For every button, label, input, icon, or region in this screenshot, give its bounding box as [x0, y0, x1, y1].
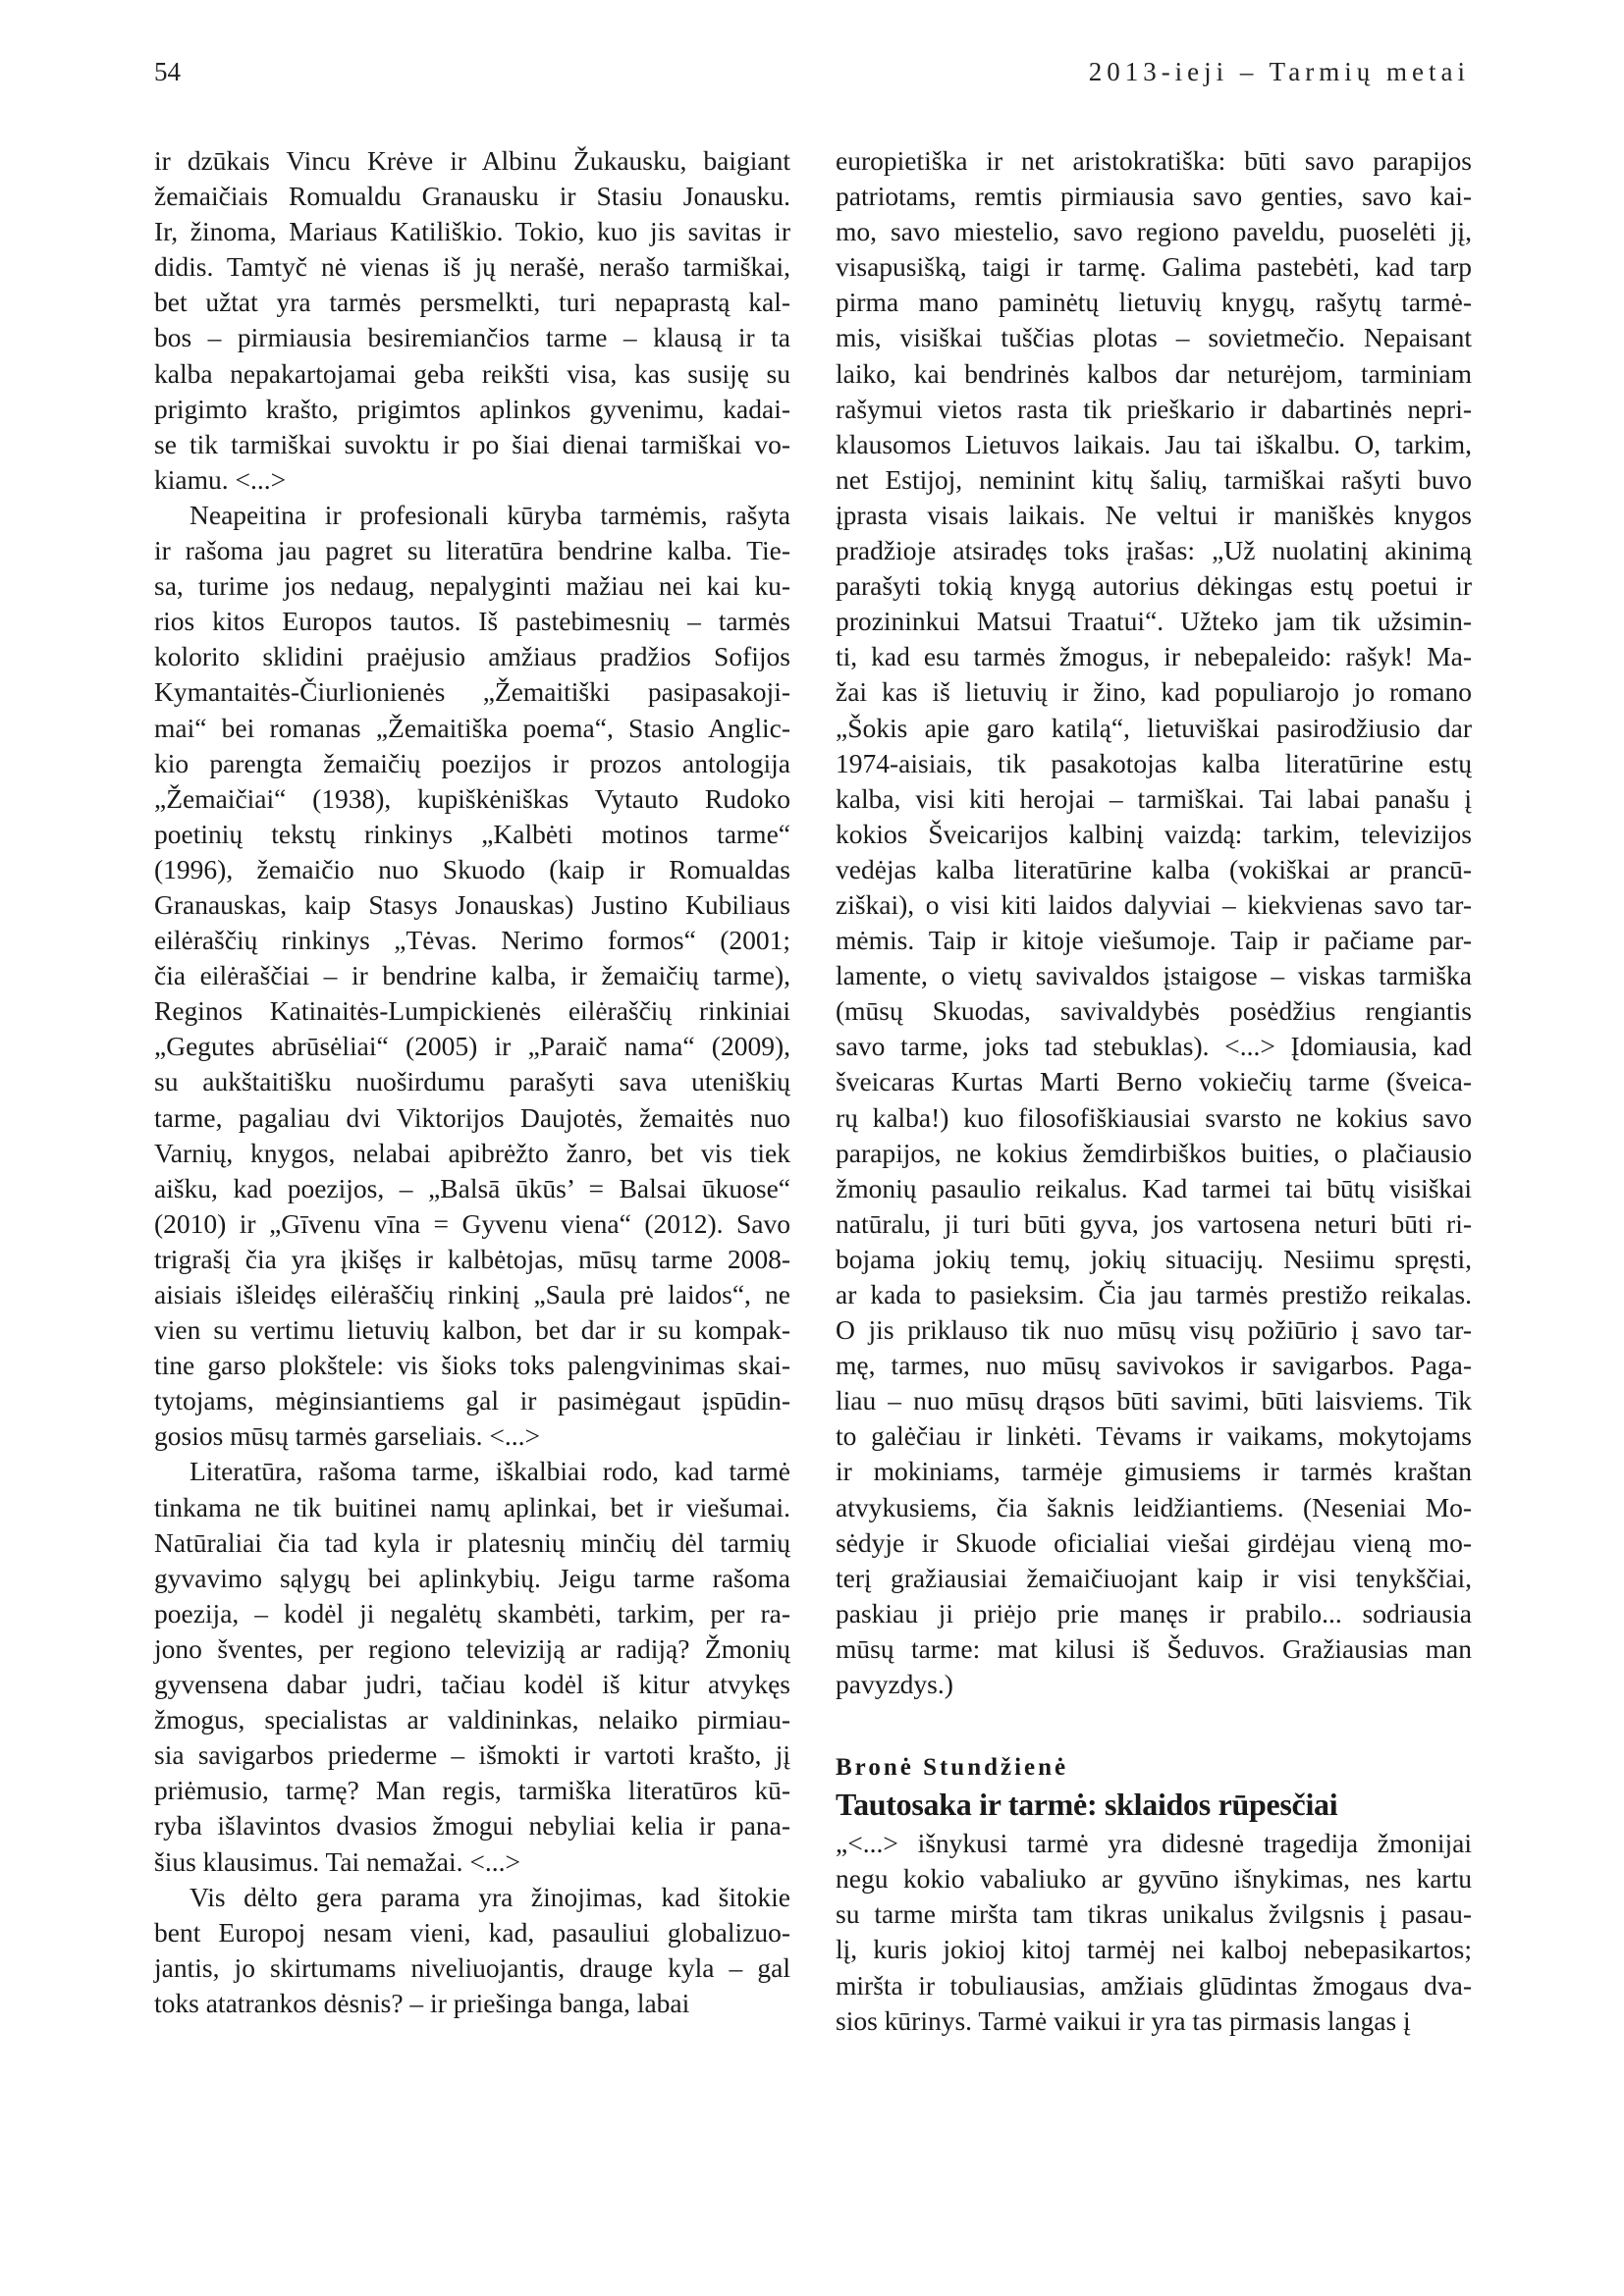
paragraph — [154, 1454, 790, 1879]
text-line: gyvensena dabar judri, tačiau kodėl iš kitur atvykęs — [154, 1669, 790, 1700]
text-line: tine garso plokštele: vis šioks toks palengvinimas skai- — [154, 1350, 790, 1381]
text-line: kalba, visi kiti herojai – tarmiškai. Tai labai panašu į — [836, 782, 1472, 814]
text-line: Neapeitina ir profesionali kūryba tarmėmis, rašyta — [189, 499, 790, 530]
text-line: eilėraščių rinkinys „Tėvas. Nerimo formos“ (2001; — [154, 925, 790, 956]
text-line: (mūsų Skuodas, savivaldybės posėdžius rengiantis — [836, 995, 1472, 1027]
text-line: didis. Tamtyč nė vienas iš jų nerašė, nerašo tarmiškai, — [154, 251, 790, 283]
text-line: mis, visiškai tuščias plotas – sovietmečio. Nepaisant — [836, 322, 1472, 353]
text-line: mėmis. Taip ir kitoje viešumoje. Taip ir pačiame par- — [836, 925, 1472, 956]
text-line: paskiau ji priėjo prie manęs ir prabilo... sodriausia — [836, 1597, 1472, 1629]
text-line: sia savigarbos priederme – išmokti ir vartoti krašto, jį — [154, 1739, 790, 1771]
text-line: ti, kad esu tarmės žmogus, ir nebepaleido: rašyk! Ma- — [836, 641, 1472, 672]
text-line: atvykusiems, čia šaknis leidžiantiems. (Neseniai Mo- — [836, 1491, 1472, 1522]
text-line: sėdyje ir Skuode oficialiai viešai girdėjau vieną mo- — [836, 1526, 1472, 1558]
text-line: liau – nuo mūsų drąsos būti savimi, būti laisviems. Tik — [836, 1385, 1472, 1416]
paragraph — [154, 143, 790, 498]
text-line: pirma mano paminėtų lietuvių knygų, rašytų tarmė- — [836, 287, 1472, 318]
text-line: europietiška ir net aristokratiška: būti savo parapijos — [836, 145, 1472, 176]
text-line: vedėjas kalba literatūrine kalba (vokiškai ar prancū- — [836, 853, 1472, 884]
right-column-body — [836, 143, 1472, 1702]
text-line: visapusišką, taigi ir tarmę. Galima pastebėti, kad tarp — [836, 251, 1472, 283]
text-line: klausomos Lietuvos laikais. Jau tai iškalbu. O, tarkim, — [836, 428, 1472, 459]
text-line: ryba išlavintos dvasios žmogui nebyliai kelia ir pana- — [154, 1810, 790, 1842]
text-line: lamente, o vietų savivaldos įstaigose – viskas tarmiška — [836, 960, 1472, 991]
text-line: mai“ bei romanas „Žemaitiška poema“, Stasio Anglic- — [154, 712, 790, 743]
text-line: tarme, pagaliau dvi Viktorijos Daujotės, žemaitės nuo — [154, 1101, 790, 1133]
left-column — [154, 143, 790, 2021]
text-line: šius klausimus. Tai nemažai. <...> — [154, 1845, 521, 1877]
text-line: kio parengta žemaičių poezijos ir prozos antologija — [154, 747, 790, 778]
article-title: Tautosaka ir tarmė: sklaidos rūpesčiai — [836, 1787, 1338, 1823]
text-line: Natūraliai čia tad kyla ir platesnių minčių dėl tarmių — [154, 1526, 790, 1558]
text-line: ir rašoma jau pagret su literatūra bendrine kalba. Tie- — [154, 535, 790, 566]
text-line: mo, savo miestelio, savo regiono paveldu, puoselėti jį, — [836, 216, 1472, 247]
text-line: O jis priklauso tik nuo mūsų visų požiūrio į savo tar- — [836, 1314, 1472, 1346]
text-line: (1996), žemaičio nuo Skuodo (kaip ir Romualdas — [154, 853, 790, 884]
text-line: ziškai), o visi kiti laidos dalyviai – kiekvienas savo tar- — [836, 888, 1472, 920]
text-line: Vis dėlto gera parama yra žinojimas, kad šitokie — [189, 1881, 790, 1912]
text-line: „Žemaičiai“ (1938), kupiškėniškas Vytauto Rudoko — [154, 782, 790, 814]
text-line: natūralu, ji turi būti gyva, jos vartosena neturi būti ri- — [836, 1207, 1472, 1239]
text-line: Granauskas, kaip Stasys Jonauskas) Justino Kubiliaus — [154, 888, 790, 920]
text-line: bojama jokių temų, jokių situacijų. Nesiimu spręsti, — [836, 1243, 1472, 1274]
text-line: poetinių tekstų rinkinys „Kalbėti motinos tarme“ — [154, 818, 790, 849]
text-line: rašymui vietos rasta tik prieškario ir dabartinės nepri- — [836, 393, 1472, 424]
text-line: Reginos Katinaitės-Lumpickienės eilėraščių rinkiniai — [154, 995, 790, 1027]
text-line: Varnių, knygos, nelabai apibrėžto žanro, bet vis tiek — [154, 1137, 790, 1168]
text-line: bos – pirmiausia besiremiančios tarme – klausą ir ta — [154, 322, 790, 353]
text-line: jono šventes, per regiono televiziją ar radiją? Žmonių — [154, 1632, 790, 1664]
text-line: sios kūrinys. Tarmė vaikui ir yra tas pirmasis langas į — [836, 2004, 1411, 2036]
text-line: trigrašį čia yra įkišęs ir kalbėtojas, mūsų tarme 2008- — [154, 1243, 790, 1274]
text-line: prigimto krašto, prigimtos aplinkos gyvenimu, kadai- — [154, 393, 790, 424]
text-line: priėmusio, tarmę? Man regis, tarmiška literatūros kū- — [154, 1775, 790, 1806]
text-line: 1974-aisiais, tik pasakotojas kalba literatūrine estų — [836, 747, 1472, 778]
text-line: žemaičiais Romualdu Granausku ir Stasiu Jonausku. — [154, 181, 790, 212]
text-line: laiko, kai bendrinės kalbos dar neturėjom, tarminiam — [836, 357, 1472, 389]
text-line: poezija, – kodėl ji negalėtų skambėti, tarkim, per ra- — [154, 1597, 790, 1629]
text-line: Ir, žinoma, Mariaus Katiliškio. Tokio, kuo jis savitas ir — [154, 216, 790, 247]
article-author: Bronė Stundžienė — [836, 1754, 1069, 1782]
paragraph — [154, 498, 790, 1455]
text-line: žmogus, specialistas ar valdininkas, nelaiko pirmiau- — [154, 1704, 790, 1735]
right-column — [836, 143, 1472, 2039]
text-line: prozininkui Matsui Traatui“. Užteko jam tik užsimin- — [836, 606, 1472, 637]
text-line: toks atatrankos dėsnis? – ir priešinga banga, labai — [154, 1987, 690, 2018]
text-line: se tik tarmiškai suvoktu ir po šiai dienai tarmiškai vo- — [154, 428, 790, 459]
text-line: ir dzūkais Vincu Krėve ir Albinu Žukausku, baigiant — [154, 145, 790, 176]
text-line: lį, kuris jokioj kitoj tarmėj nei kalboj nebepasikartos; — [836, 1934, 1472, 1965]
text-line: aisiais išleidęs eilėraščių rinkinį „Saula prė laidos“, ne — [154, 1279, 790, 1309]
text-line: vien su vertimu lietuvių kalbon, bet dar ir su kompak- — [154, 1314, 790, 1346]
running-title: 2013-ieji – Tarmių metai — [1088, 57, 1470, 86]
text-line: parašyti tokią knygą autorius dėkingas estų poetui ir — [836, 570, 1472, 602]
paragraph — [154, 1880, 790, 2021]
text-line: žmonių pasaulio reikalus. Kad tarmei tai būtų visiškai — [836, 1172, 1472, 1203]
text-line: ar kada to pasieksim. Čia jau tarmės prestižo reikalas. — [836, 1279, 1472, 1309]
text-line: šveicaras Kurtas Marti Berno vokiečių tarme (šveica- — [836, 1066, 1472, 1097]
paragraph — [836, 143, 1472, 1702]
text-line: „<...> išnykusi tarmė yra didesnė tragedija žmonijai — [836, 1828, 1472, 1859]
text-line: aišku, kad poezijos, – „Balsā ūkūs’ = Balsai ūkuose“ — [154, 1172, 790, 1203]
text-line: to galėčiau ir linkėti. Tėvams ir vaikams, mokytojams — [836, 1420, 1472, 1452]
text-line: rios kitos Europos tautos. Iš pastebimesnių – tarmės — [154, 606, 790, 637]
text-line: „Šokis apie garo katilą“, lietuviškai pasirodžiusio dar — [836, 712, 1472, 743]
text-line: mę, tarmes, nuo mūsų savivokos ir savigarbos. Paga- — [836, 1350, 1472, 1381]
text-line: negu kokio vabaliuko ar gyvūno išnykimas, nes kartu — [836, 1863, 1472, 1895]
text-line: su tarme miršta tam tikras unikalus žvilgsnis į pasau- — [836, 1898, 1472, 1930]
text-line: čia eilėraščiai – ir bendrine kalba, ir žemaičių tarme), — [154, 960, 790, 991]
text-line: rų kalba!) kuo filosofiškiausiai svarsto ne kokius savo — [836, 1101, 1472, 1133]
text-line: pavyzdys.) — [836, 1669, 953, 1700]
text-line: (2010) ir „Gīvenu vīna = Gyvenu viena“ (2012). Savo — [154, 1207, 790, 1239]
text-line: kalba nepakartojamai geba reikšti visa, kas susiję su — [154, 357, 790, 389]
text-line: parapijos, ne kokius žemdirbiškos buities, o plačiausio — [836, 1137, 1472, 1168]
text-line: mūsų tarme: mat kilusi iš Šeduvos. Gražiausias man — [836, 1632, 1472, 1664]
text-line: patriotams, remtis pirmiausia savo genties, savo kai- — [836, 181, 1472, 212]
text-line: pradžioje atsiradęs toks įrašas: „Už nuolatinį akinimą — [836, 535, 1472, 566]
text-line: „Gegutes abrūsėliai“ (2005) ir „Paraič nama“ (2009), — [154, 1031, 790, 1062]
text-line: įprasta visais laikais. Ne veltui ir maniškės knygos — [836, 499, 1472, 530]
text-line: ir mokiniams, tarmėje gimusiems ir tarmės kraštan — [836, 1456, 1472, 1487]
text-line: žai kas iš lietuvių ir žino, kad populiarojo jo romano — [836, 676, 1472, 708]
text-line: gyvavimo sąlygų bei aplinkybių. Jeigu tarme rašoma — [154, 1562, 790, 1593]
text-line: jantis, jo skirtumams niveliuojantis, drauge kyla – gal — [154, 1951, 790, 1983]
text-line: miršta ir tobuliausias, amžiais glūdintas žmogaus dva- — [836, 1969, 1472, 2001]
text-line: tytojams, mėginsiantiems gal ir pasimėgaut įspūdin- — [154, 1385, 790, 1416]
text-line: kokios Šveicarijos kalbinį vaizdą: tarkim, televizijos — [836, 818, 1472, 849]
running-header — [154, 57, 1470, 96]
text-line: net Estijoj, neminint kitų šalių, tarmiškai rašyti buvo — [836, 463, 1472, 495]
text-line: Kymantaitės-Čiurlionienės „Žemaitiški pasipasakoji- — [154, 676, 790, 708]
text-line: sa, turime jos nedaug, nepalyginti mažiau nei kai ku- — [154, 570, 790, 602]
text-line: savo tarme, joks tad stebuklas). <...> Įdomiausia, kad — [836, 1031, 1472, 1062]
text-line: kiamu. <...> — [154, 463, 287, 495]
text-line: kolorito sklidini praėjusio amžiaus pradžios Sofijos — [154, 641, 790, 672]
text-line: terį gražiausiai žemaičiuojant kaip ir visi tenykščiai, — [836, 1562, 1472, 1593]
text-line: tinkama ne tik buitinei namų aplinkai, bet ir viešumai. — [154, 1491, 790, 1522]
text-line: Literatūra, rašoma tarme, iškalbiai rodo, kad tarmė — [189, 1456, 790, 1487]
page-number: 54 — [154, 57, 181, 86]
article-first-paragraph — [836, 1826, 1472, 2039]
text-line: gosios mūsų tarmės garseliais. <...> — [154, 1420, 541, 1452]
text-line: bent Europoj nesam vieni, kad, pasauliui globalizuo- — [154, 1916, 790, 1948]
text-line: bet užtat yra tarmės persmelkti, turi nepaprastą kal- — [154, 287, 790, 318]
text-line: su aukštaitišku nuoširdumu parašyti sava uteniškių — [154, 1066, 790, 1097]
